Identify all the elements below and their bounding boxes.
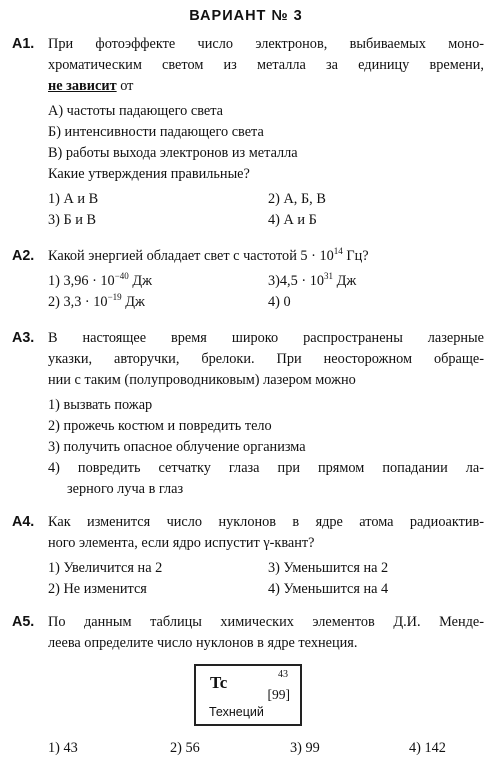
answer-option[interactable]: 2) 56 xyxy=(170,740,200,756)
answer-option[interactable]: 3) Б и В xyxy=(48,212,97,228)
question-text: Гц? xyxy=(342,248,369,264)
option-text: 2) 3,3 · 10 xyxy=(48,294,108,310)
task-number: А4. xyxy=(12,514,35,530)
question-line: При фотоэффекте число электронов, выбиваемых моно- xyxy=(48,36,484,52)
answer-option[interactable] xyxy=(48,292,268,313)
answer-option[interactable]: 1) Увеличится на 2 xyxy=(48,560,163,576)
answer-option[interactable]: 2) прожечь костюм и повредить тело xyxy=(48,418,272,434)
answer-option-continuation: зерного луча в глаз xyxy=(67,481,184,497)
question-line: По данным таблицы химических элементов Д.И. Менде- xyxy=(48,614,484,630)
element-atomic-number: 43 xyxy=(278,669,288,680)
task-a3 xyxy=(12,328,484,500)
option-text: Дж xyxy=(333,273,357,289)
answer-option[interactable]: 4) 0 xyxy=(268,294,291,310)
answer-option[interactable]: 1) 43 xyxy=(48,740,78,756)
option-text: 1) 3,96 · 10 xyxy=(48,273,115,289)
exponent: −19 xyxy=(107,292,122,302)
page-title: ВАРИАНТ № 3 xyxy=(189,8,303,24)
statement-a: А) частоты падающего света xyxy=(48,103,223,119)
question-line: Как изменится число нуклонов в ядре атома радиоактив- xyxy=(48,514,484,530)
exponent: −40 xyxy=(114,271,129,281)
task-number: А3. xyxy=(12,330,35,346)
answer-row xyxy=(48,738,446,759)
question-text: от xyxy=(116,78,134,94)
element-mass: [99] xyxy=(267,687,290,702)
statement-c: В) работы выхода электронов из металла xyxy=(48,145,298,161)
exponent: 14 xyxy=(333,246,343,256)
task-a5 xyxy=(12,612,484,654)
answer-option[interactable] xyxy=(268,271,356,292)
answer-option[interactable]: 2) А, Б, В xyxy=(268,191,326,207)
task-a4 xyxy=(12,512,484,600)
emphasis-text: не зависит xyxy=(48,78,117,94)
question-line: ного элемента, если ядро испустит γ-квант? xyxy=(48,535,315,551)
option-text: 3)4,5 · 10 xyxy=(268,273,324,289)
question-line: леева определите число нуклонов в ядре технеция. xyxy=(48,635,358,651)
answer-option[interactable]: 4) А и Б xyxy=(268,212,317,228)
answer-option[interactable]: 4) Уменьшится на 4 xyxy=(268,581,389,597)
answer-option[interactable]: 3) получить опасное облучение организма xyxy=(48,439,306,455)
question-line: хроматическим светом из металла за единицу времени, xyxy=(48,57,484,73)
question-line: указки, авторучки, брелоки. При неосторожном обраще- xyxy=(48,351,484,367)
question-line: нии с таким (полупроводниковым) лазером можно xyxy=(48,372,356,388)
exponent: 31 xyxy=(324,271,333,281)
task-number: А5. xyxy=(12,614,35,630)
task-a1 xyxy=(12,34,484,231)
task-a2 xyxy=(12,246,484,313)
question-line xyxy=(48,76,484,97)
answer-option[interactable]: 3) 99 xyxy=(290,740,320,756)
question-text: Какой энергией обладает свет с частотой 5 · 10 xyxy=(48,248,334,264)
answer-option[interactable]: 3) Уменьшится на 2 xyxy=(268,560,389,576)
question-line: Какие утверждения правильные? xyxy=(48,166,250,182)
element-name: Технеций xyxy=(209,705,264,719)
answer-option[interactable]: 4) повредить сетчатку глаза при прямом попадании ла- xyxy=(48,460,484,476)
answer-option[interactable]: 1) вызвать пожар xyxy=(48,397,153,413)
answer-option[interactable]: 4) 142 xyxy=(409,740,446,756)
option-text: Дж xyxy=(121,294,145,310)
answer-option[interactable] xyxy=(48,271,268,292)
answer-option[interactable]: 1) А и В xyxy=(48,191,99,207)
task-number: А2. xyxy=(12,248,35,264)
question-line: В настоящее время широко распространены лазерные xyxy=(48,330,484,346)
element-symbol: Tc xyxy=(210,673,228,692)
question-line xyxy=(48,246,484,267)
option-text: Дж xyxy=(128,273,153,289)
element-cell xyxy=(194,664,302,726)
statement-b: Б) интенсивности падающего света xyxy=(48,124,264,140)
task-number: А1. xyxy=(12,36,35,52)
answer-option[interactable]: 2) Не изменится xyxy=(48,581,147,597)
